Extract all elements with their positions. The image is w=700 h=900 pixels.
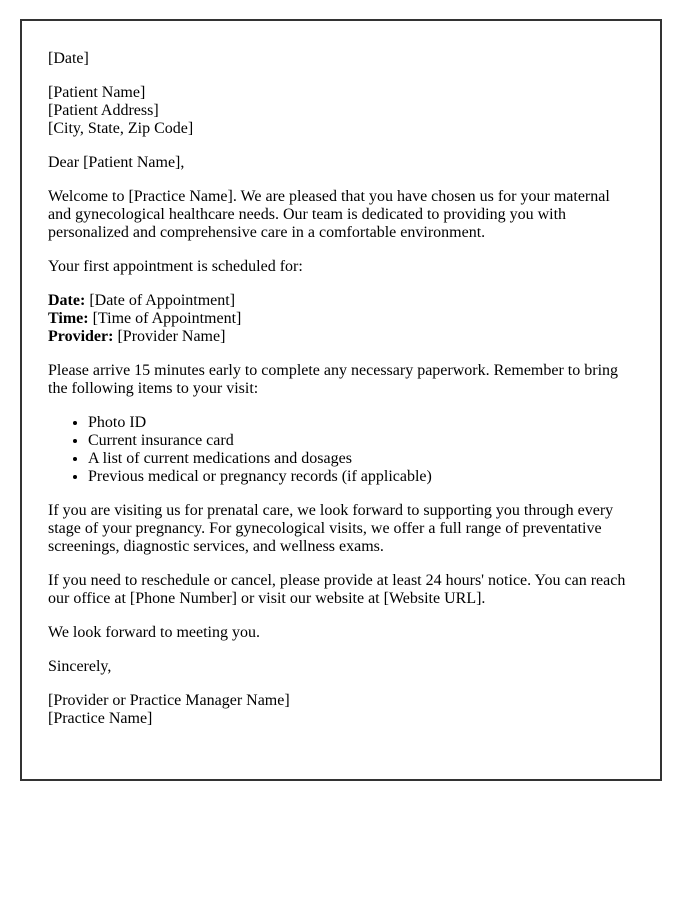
checklist-item-records: • Previous medical or pregnancy records (if applicable) [88, 468, 634, 486]
checklist-item-photo-id: • Photo ID [88, 414, 634, 432]
appointment-provider-value: [Provider Name] [117, 328, 226, 345]
recipient-address-block [48, 84, 634, 138]
appointment-provider-label: Provider: [48, 328, 114, 345]
appointment-date-label: Date: [48, 292, 86, 309]
signature-block [48, 692, 634, 728]
visit-checklist [48, 414, 634, 486]
salutation: Dear [Patient Name], [48, 154, 185, 171]
signoff: Sincerely, [48, 658, 112, 675]
appointment-time-label: Time: [48, 310, 89, 327]
checklist-item-insurance-card: • Current insurance card [88, 432, 634, 450]
reschedule-paragraph: If you need to reschedule or cancel, please provide at least 24 hours' notice. You can reach our office at [Phone Number] or visit our website at [Website URL]. [48, 572, 626, 607]
checklist-item-medications: • A list of current medications and dosages [88, 450, 634, 468]
signature-name-line: [Provider or Practice Manager Name] [48, 692, 290, 709]
intro-paragraph: Welcome to [Practice Name]. We are pleased that you have chosen us for your maternal and gynecological healthcare needs. Our team is dedicated to providing you with personalized and comprehensive care in a comfortable environment. [48, 188, 610, 241]
signature-practice-line: [Practice Name] [48, 710, 153, 727]
care-info-paragraph: If you are visiting us for prenatal care, we look forward to supporting you through every stage of your pregnancy. For gynecological visits, we offer a full range of preventative screenings, diagnostic services, and wellness exams. [48, 502, 614, 555]
appointment-lead: Your first appointment is scheduled for: [48, 258, 303, 275]
letter-page [20, 19, 662, 781]
arrival-note: Please arrive 15 minutes early to complete any necessary paperwork. Remember to bring the following items to your visit: [48, 362, 619, 397]
patient-address-line: [Patient Address] [48, 102, 159, 119]
patient-name-line: [Patient Name] [48, 84, 146, 101]
appointment-date-value: [Date of Appointment] [89, 292, 236, 309]
letter-date: [Date] [48, 50, 89, 67]
appointment-time-value: [Time of Appointment] [92, 310, 242, 327]
closing-line: We look forward to meeting you. [48, 624, 260, 641]
appointment-details [48, 292, 634, 346]
city-state-zip-line: [City, State, Zip Code] [48, 120, 194, 137]
